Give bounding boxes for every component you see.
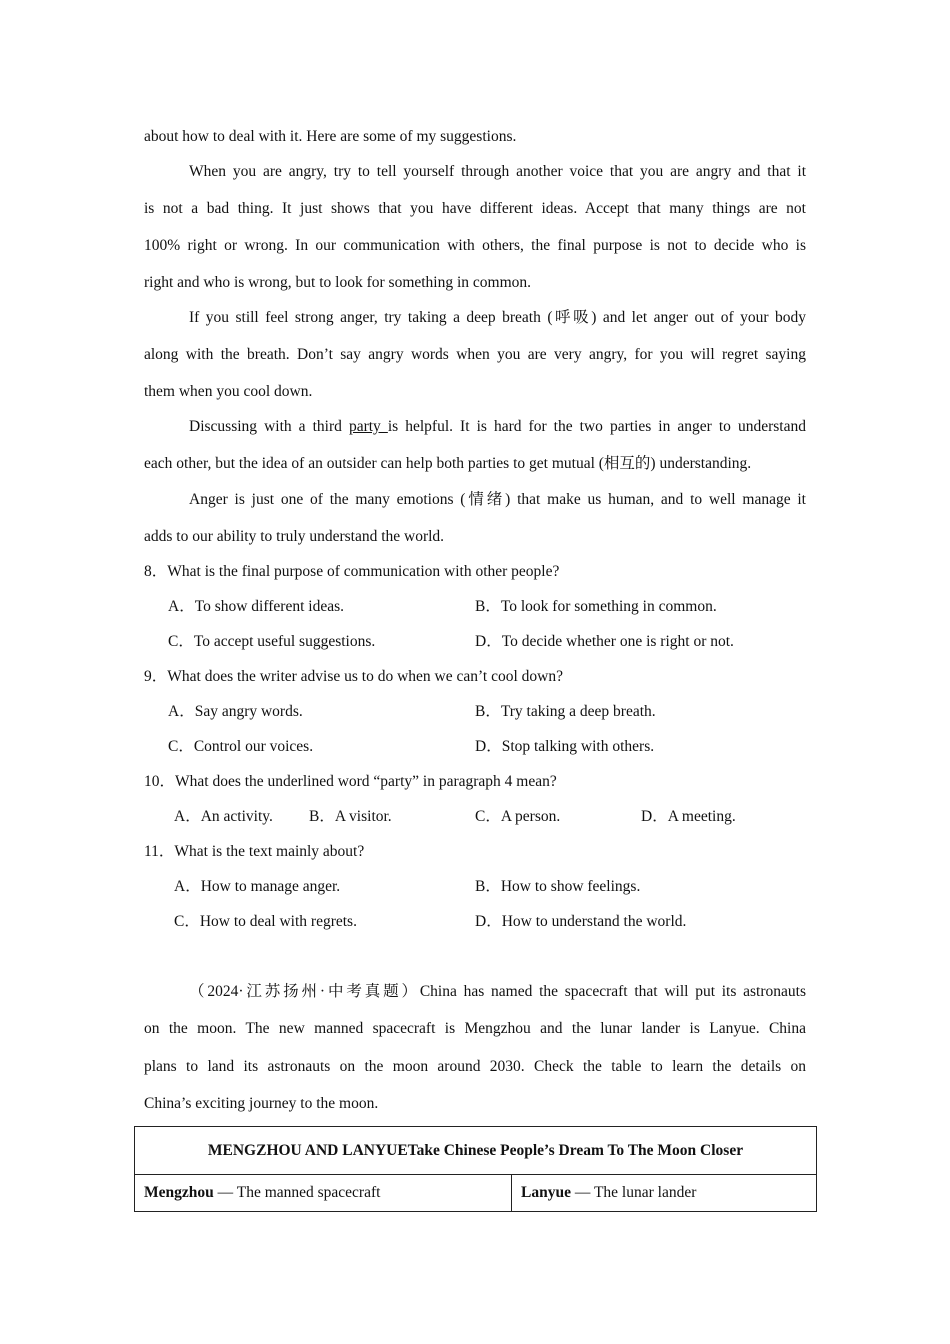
option-c[interactable]: C．A person. (475, 808, 561, 825)
info-table (134, 1126, 817, 1212)
paragraph-line: on the moon. The new manned spacecraft is Mengzhou and the lunar lander is Lanyue. China (144, 1020, 806, 1037)
paragraph-line (189, 417, 806, 437)
option-b[interactable]: B．Try taking a deep breath. (475, 703, 656, 720)
paragraph-line: 100% right or wrong. In our communication with others, the final purpose is not to decide who is (144, 237, 806, 254)
option-a[interactable]: A．An activity. (174, 808, 273, 825)
option-c[interactable]: C．To accept useful suggestions. (168, 633, 376, 650)
table-row (135, 1175, 817, 1212)
paragraph-line: （2024·江苏扬州·中考真题）China has named the spacecraft that will put its astronauts (189, 983, 806, 1000)
option-a[interactable]: A．How to manage anger. (174, 878, 341, 895)
option-d[interactable]: D．Stop talking with others. (475, 738, 655, 755)
text-run: is helpful. It is hard for the two parties in anger to understand (387, 418, 806, 435)
option-c[interactable]: C．Control our voices. (168, 738, 314, 755)
option-d[interactable]: D．To decide whether one is right or not. (475, 633, 734, 650)
cell-text: — The manned spacecraft (213, 1184, 381, 1201)
question-stem: 11．What is the text mainly about? (144, 843, 365, 860)
underlined-word-party: party (348, 418, 388, 435)
table-cell-lanyue (512, 1175, 817, 1212)
paragraph-line: Anger is just one of the many emotions (情绪) that make us human, and to well manage it (189, 491, 806, 508)
paragraph-line: When you are angry, try to tell yourself through another voice that you are angry and that it (189, 163, 806, 180)
table-cell-mengzhou (135, 1175, 512, 1212)
question-stem: 9．What does the writer advise us to do when we can’t cool down? (144, 668, 563, 685)
cell-label: Lanyue (521, 1184, 571, 1201)
option-a[interactable]: A．To show different ideas. (168, 598, 344, 615)
paragraph-line: adds to our ability to truly understand the world. (144, 528, 445, 545)
paragraph-line: China’s exciting journey to the moon. (144, 1095, 379, 1112)
table-title: MENGZHOU AND LANYUETake Chinese People’s Dream To The Moon Closer (135, 1127, 817, 1175)
question-stem: 10．What does the underlined word “party” in paragraph 4 mean? (144, 773, 557, 790)
paragraph-line: them when you cool down. (144, 383, 313, 400)
option-b[interactable]: B．How to show feelings. (475, 878, 641, 895)
paragraph-line: along with the breath. Don’t say angry words when you are very angry, for you will regret saying (144, 346, 806, 363)
option-d[interactable]: D．A meeting. (641, 808, 736, 825)
paragraph-line: each other, but the idea of an outsider can help both parties to get mutual (相互的) understanding. (144, 455, 752, 472)
text-run: Discussing with a third (189, 418, 349, 435)
table-title-row (135, 1127, 817, 1175)
paragraph-line: If you still feel strong anger, try taking a deep breath (呼吸) and let anger out of your body (189, 309, 806, 326)
option-d[interactable]: D．How to understand the world. (475, 913, 687, 930)
option-b[interactable]: B．A visitor. (309, 808, 392, 825)
paragraph-tail: about how to deal with it. Here are some of my suggestions. (144, 128, 517, 145)
paragraph-line: is not a bad thing. It just shows that you have different ideas. Accept that many things are not (144, 200, 806, 217)
cell-text: — The lunar lander (570, 1184, 697, 1201)
cell-label: Mengzhou (144, 1184, 214, 1201)
paragraph-line: right and who is wrong, but to look for something in common. (144, 274, 532, 291)
option-b[interactable]: B．To look for something in common. (475, 598, 717, 615)
option-a[interactable]: A．Say angry words. (168, 703, 303, 720)
option-c[interactable]: C．How to deal with regrets. (174, 913, 357, 930)
question-stem: 8．What is the final purpose of communication with other people? (144, 563, 560, 580)
paragraph-line: plans to land its astronauts on the moon around 2030. Check the table to learn the details on (144, 1058, 806, 1075)
